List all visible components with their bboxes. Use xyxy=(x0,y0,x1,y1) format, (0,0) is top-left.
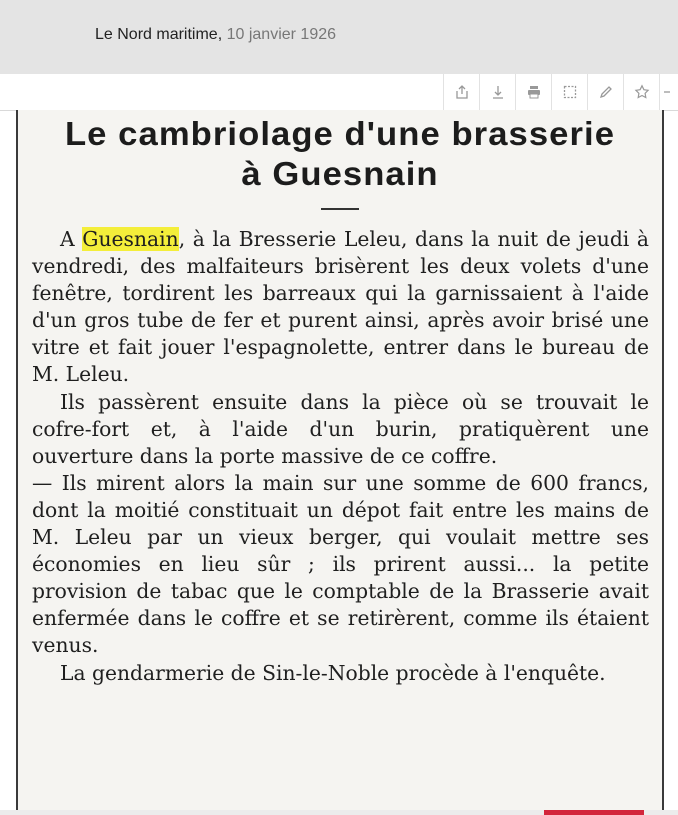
more-tools-button[interactable] xyxy=(659,74,678,110)
download-icon xyxy=(490,84,506,100)
annotate-button[interactable] xyxy=(587,74,623,110)
print-icon xyxy=(526,84,542,100)
publication-title xyxy=(95,26,336,44)
headline-line-1: Le cambriolage d'une brasserie xyxy=(64,115,616,152)
pencil-icon xyxy=(598,84,614,100)
download-button[interactable] xyxy=(479,74,515,110)
publication-date: 10 janvier 1926 xyxy=(226,26,337,43)
print-button[interactable] xyxy=(515,74,551,110)
header-bar xyxy=(0,0,678,74)
star-icon xyxy=(634,84,650,100)
paragraph-4: La gendarmerie de Sin-le-Noble procède à l'enquête. xyxy=(60,660,606,685)
crop-icon xyxy=(562,84,578,100)
favorite-button[interactable] xyxy=(623,74,659,110)
title-divider xyxy=(321,208,359,210)
share-icon xyxy=(454,84,470,100)
paragraph-3: — Ils mirent alors la main sur une somme de 600 francs, dont la moitié constituait un dépot fait entre les mains de M. Leleu par un vieux berger, qui voulait mettre ses économies en lieu sûr ; ils prirent aussi... la petite provision de tabac que le comptable de la Brasserie avait enfermée dans le coffre et se retirèrent, comme ils étaient venus. xyxy=(32,470,649,658)
chevron-icon xyxy=(661,84,677,100)
publication-name: Le Nord maritime, xyxy=(95,26,223,43)
action-accent[interactable] xyxy=(544,810,644,815)
article-headline xyxy=(16,114,664,194)
headline-line-2: à Guesnain xyxy=(241,155,439,192)
paragraph-1: A Guesnain, à la Bresserie Leleu, dans la nuit de jeudi à vendredi, des malfaiteurs brisèrent les deux volets d'une fenêtre, tordirent les barreaux qui la garnissaient à l'aide d'un gros tube de fer et purent ainsi, après avoir brisé une vitre et fait jouer l'espagnolette, entrer dans le bureau de M. Leleu. xyxy=(32,227,650,387)
share-button[interactable] xyxy=(443,74,479,110)
search-highlight: Guesnain xyxy=(82,227,179,251)
toolbar xyxy=(0,74,678,111)
paragraph-2: Ils passèrent ensuite dans la pièce où se trouvait le cofre-fort et, à l'aide d'un burin, pratiquèrent une ouverture dans la porte massive de ce coffre. xyxy=(32,389,649,468)
article-body xyxy=(18,226,662,687)
crop-button[interactable] xyxy=(551,74,587,110)
newspaper-clipping xyxy=(16,110,664,810)
